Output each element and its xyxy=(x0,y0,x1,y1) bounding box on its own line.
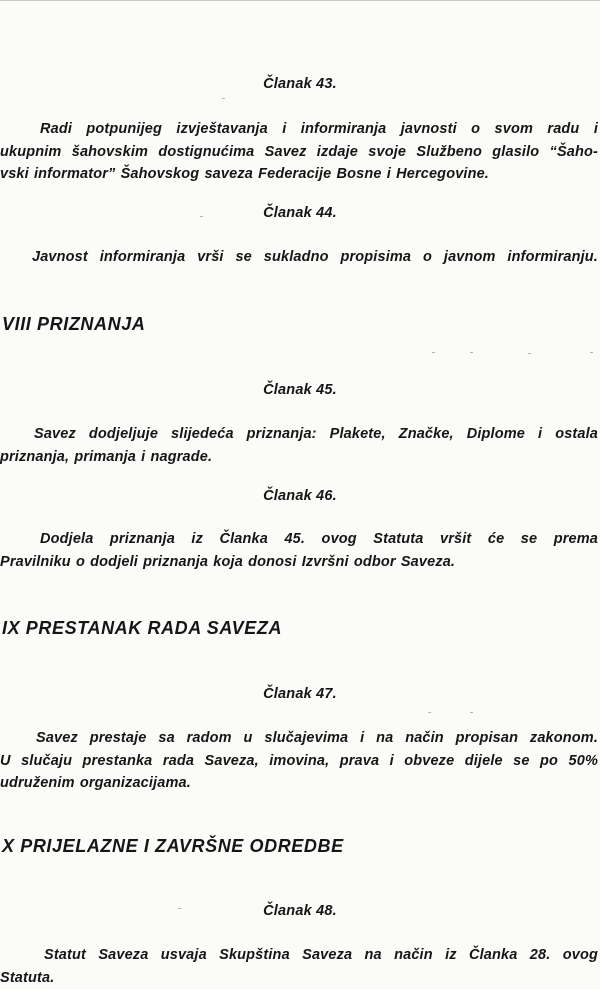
article-45-title: Članak 45. xyxy=(0,382,600,398)
article-44-title: Članak 44. xyxy=(0,205,600,221)
scan-speck xyxy=(222,98,225,99)
article-44-text xyxy=(0,246,598,269)
article-47-line-1: Savez prestaje sa radom u slučajevima i na način propisan zakonom. xyxy=(0,727,598,750)
scan-speck xyxy=(428,712,431,713)
section-heading-x: X PRIJELAZNE I ZAVRŠNE ODREDBE xyxy=(2,836,344,857)
article-46-title: Članak 46. xyxy=(0,488,600,504)
article-47-line-3: udruženim organizacijama. xyxy=(0,772,598,795)
article-47-line-2: U slučaju prestanka rada Saveza, imovina, prava i obveze dijele se po 50% xyxy=(0,750,598,773)
scan-speck xyxy=(200,216,203,217)
article-46-text xyxy=(0,528,598,573)
scan-speck xyxy=(590,352,593,353)
article-43-line-1: Radi potpunijeg izvještavanja i informiranja javnosti o svom radu i xyxy=(0,118,598,141)
article-45-line-2: priznanja, primanja i nagrade. xyxy=(0,446,598,469)
article-47-text xyxy=(0,727,598,795)
article-44-line-1: Javnost informiranja vrši se sukladno propisima o javnom informiranju. xyxy=(0,246,598,269)
article-45-line-1: Savez dodjeljuje slijedeća priznanja: Plakete, Značke, Diplome i ostala xyxy=(0,423,598,446)
scan-speck xyxy=(528,353,531,354)
article-43-title: Članak 43. xyxy=(0,76,600,92)
scan-speck xyxy=(178,908,181,909)
article-43-line-3: vski informator” Šahovskog saveza Federacije Bosne i Hercegovine. xyxy=(0,163,598,186)
article-46-line-2: Pravilniku o dodjeli priznanja koja donosi Izvršni odbor Saveza. xyxy=(0,551,598,574)
article-43-line-2: ukupnim šahovskim dostignućima Savez izdaje svoje Službeno glasilo “Šaho- xyxy=(0,141,598,164)
article-47-title: Članak 47. xyxy=(0,686,600,702)
scan-speck xyxy=(470,712,473,713)
section-heading-ix: IX PRESTANAK RADA SAVEZA xyxy=(2,618,282,639)
article-48-line-2: Statuta. xyxy=(0,967,598,989)
article-46-line-1: Dodjela priznanja iz Članka 45. ovog Statuta vršit će se prema xyxy=(0,528,598,551)
article-45-text xyxy=(0,423,598,468)
article-43-text xyxy=(0,118,598,186)
section-heading-viii: VIII PRIZNANJA xyxy=(2,314,145,335)
article-48-line-1: Statut Saveza usvaja Skupština Saveza na način iz Članka 28. ovog xyxy=(0,944,598,967)
scan-speck xyxy=(470,352,473,353)
scan-speck xyxy=(432,352,435,353)
article-48-text xyxy=(0,944,598,989)
article-48-title: Članak 48. xyxy=(0,903,600,919)
